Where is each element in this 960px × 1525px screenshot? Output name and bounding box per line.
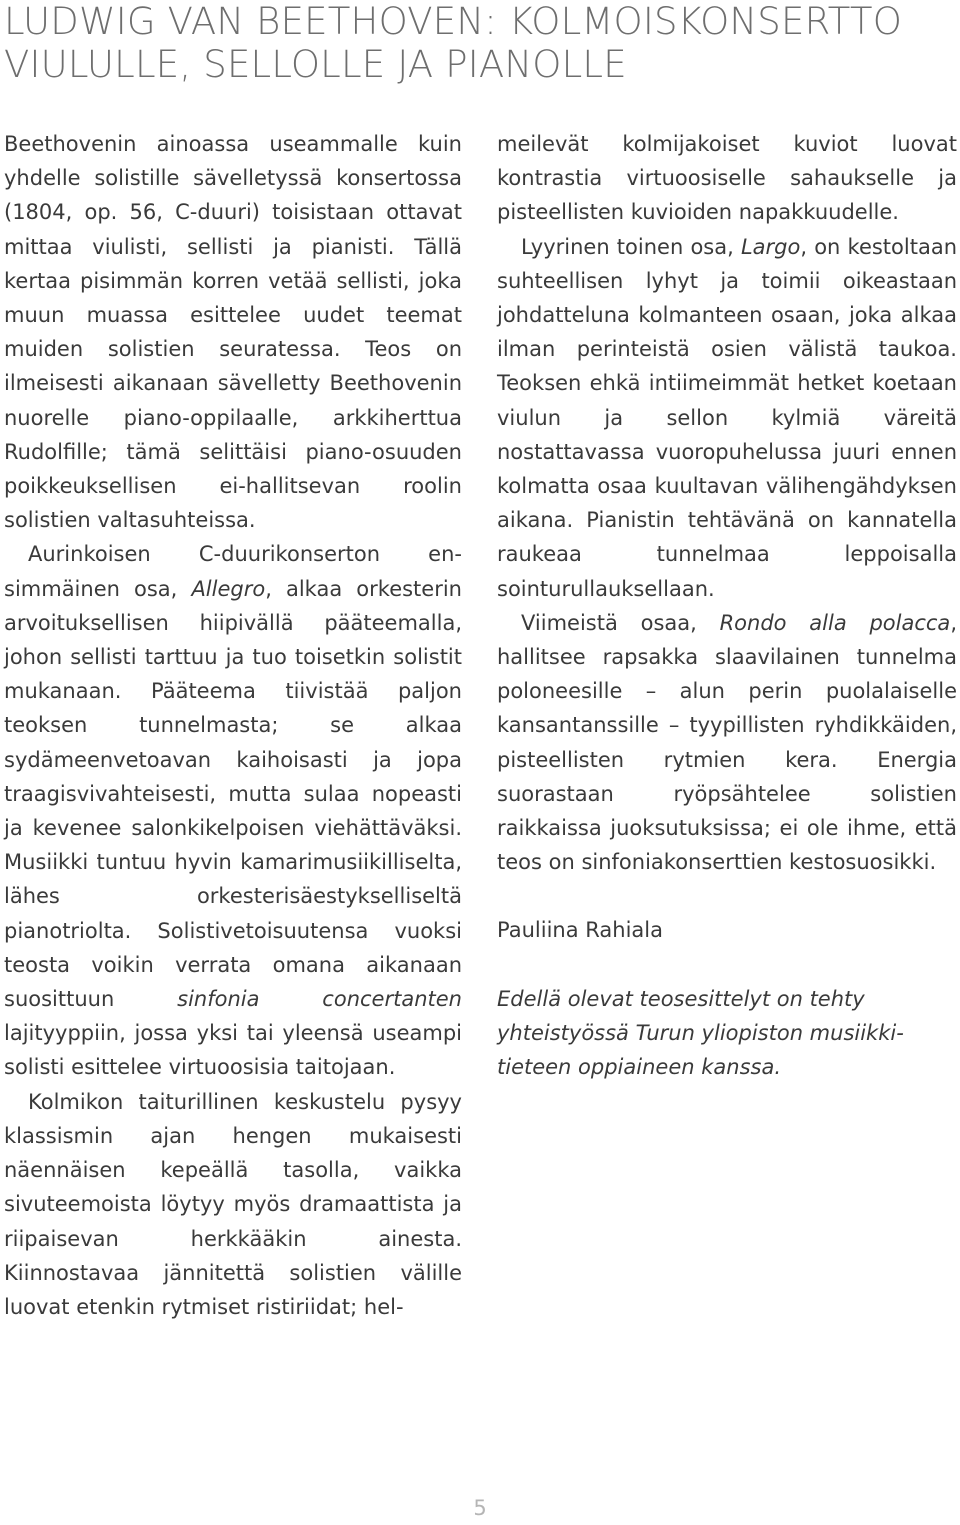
paragraph-first-movement bbox=[4, 537, 462, 1084]
paragraph-third-movement bbox=[497, 606, 957, 880]
paragraph-second-movement bbox=[497, 230, 957, 606]
left-column bbox=[4, 127, 462, 1324]
right-column bbox=[497, 127, 957, 1084]
text-run: , hallitsee rapsakka slaavilainen tunnelma poloneesille – alun perin puolalaiselle kansantanssille – tyypillisten ryhdikkäiden, pisteellisten rytmien kera. Energia suorastaan ryöpsähtelee solistien raikkaissa juoksutuksissa; ei ole ihme, että teos on sinfoniakonserttien kestosuosikki. bbox=[497, 610, 957, 875]
paragraph-intro: Beethovenin ainoassa useammalle kuin yhdelle solistille sävelletyssä konsertossa (1804, op. 56, C-duuri) toisistaan ottavat mittaa viulisti, sellisti ja pianisti. Tällä kertaa pisimmän korren vetää sellisti, joka muun muassa esittelee uudet teemat muiden solistien seuratessa. Teos on ilmeisesti aikanaan sävelletty Beethovenin nuorelle piano-oppilaalle, arkkiherttua Rudolfille; tämä selittäisi piano-osuuden poikkeuksellisen ei-hallitsevan roolin solistien valtasuhteissa. bbox=[4, 132, 462, 533]
paragraph-continuation: meilevät kolmijakoiset kuviot luovat kontrastia virtuoosiselle sahaukselle ja pisteellisten kuvioiden napakkuudelle. bbox=[497, 132, 957, 225]
text-run: lajityyppiin, jossa yksi tai yleensä useampi solisti esittelee virtuoosisia taitojaan. bbox=[4, 1021, 462, 1080]
text-run: , alkaa orkesterin arvoituksellisen hiipivällä pääteemalla, johon sellisti tarttuu ja tuo toisetkin solistit mukanaan. Pääteema tiivistää paljon teoksen tunnelmasta; se alkaa sydämeenvetoavan kaihoisasti ja jopa traagisvivahteisesti, mutta sulaa nopeasti ja kevenee salonkikelpoisen viehättäväksi. Musiikki tuntuu hyvin kamarimusiikilliselta, lähes orkesterisäestykselliseltä pianotriolta. Solistivetoisuutensa vuoksi teosta voikin verrata omana aikanaan suosittuun bbox=[4, 576, 462, 1012]
title-line-2: VIULULLE, SELLOLLE JA PIANOLLE bbox=[4, 43, 627, 86]
text-run: Aurinkoisen C-duurikonserton ensimmäinen osa, bbox=[4, 542, 462, 601]
text-run: Viimeistä osaa, bbox=[521, 610, 720, 635]
paragraph-dialogue: Kolmikon taiturillinen keskustelu pysyy klassismin ajan hengen mukaisesti näennäisen kepeällä tasolla, vaikka sivuteemoista löytyy myös dramaattista ja riipaisevan herkkääkin ainesta. Kiinnostavaa jännitettä solistien välille luovat etenkin rytmiset ristiriidat; hel- bbox=[4, 1089, 462, 1319]
movement-name-allegro: Allegro bbox=[191, 576, 266, 601]
page-number: 5 bbox=[473, 1496, 487, 1520]
title-line-1: LUDWIG VAN BEETHOVEN: KOLMOISKONSERTTO bbox=[4, 0, 903, 43]
movement-name-rondo: Rondo alla polacca bbox=[719, 610, 951, 635]
genre-name: sinfonia concertanten bbox=[177, 987, 462, 1012]
page-title bbox=[4, 0, 954, 86]
author-name: Pauliina Rahiala bbox=[497, 918, 663, 943]
movement-name-largo: Largo bbox=[740, 234, 801, 259]
text-run: Lyyrinen toinen osa, bbox=[521, 234, 741, 259]
text-run: , on kestoltaan suhteellisen lyhyt ja toimii oikeastaan johdatteluna kolmanteen osaan, joka alkaa ilman perinteistä osien välistä taukoa. Teoksen ehkä intiimeimmät hetket koetaan viulun ja sellon kylmiä väreitä nostattavassa vuoropuhelussa juuri ennen kolmatta osaa kuultavan välihengähdyksen aikana. Pianistin tehtävänä on kannatella raukeaa tunnelmaa leppoisalla sointurullauksellaan. bbox=[497, 234, 957, 601]
credit-note: Edellä olevat teosesittelyt on tehty yhteistyössä Turun yliopiston musiikkitieteen oppiaineen kanssa. bbox=[497, 986, 904, 1080]
